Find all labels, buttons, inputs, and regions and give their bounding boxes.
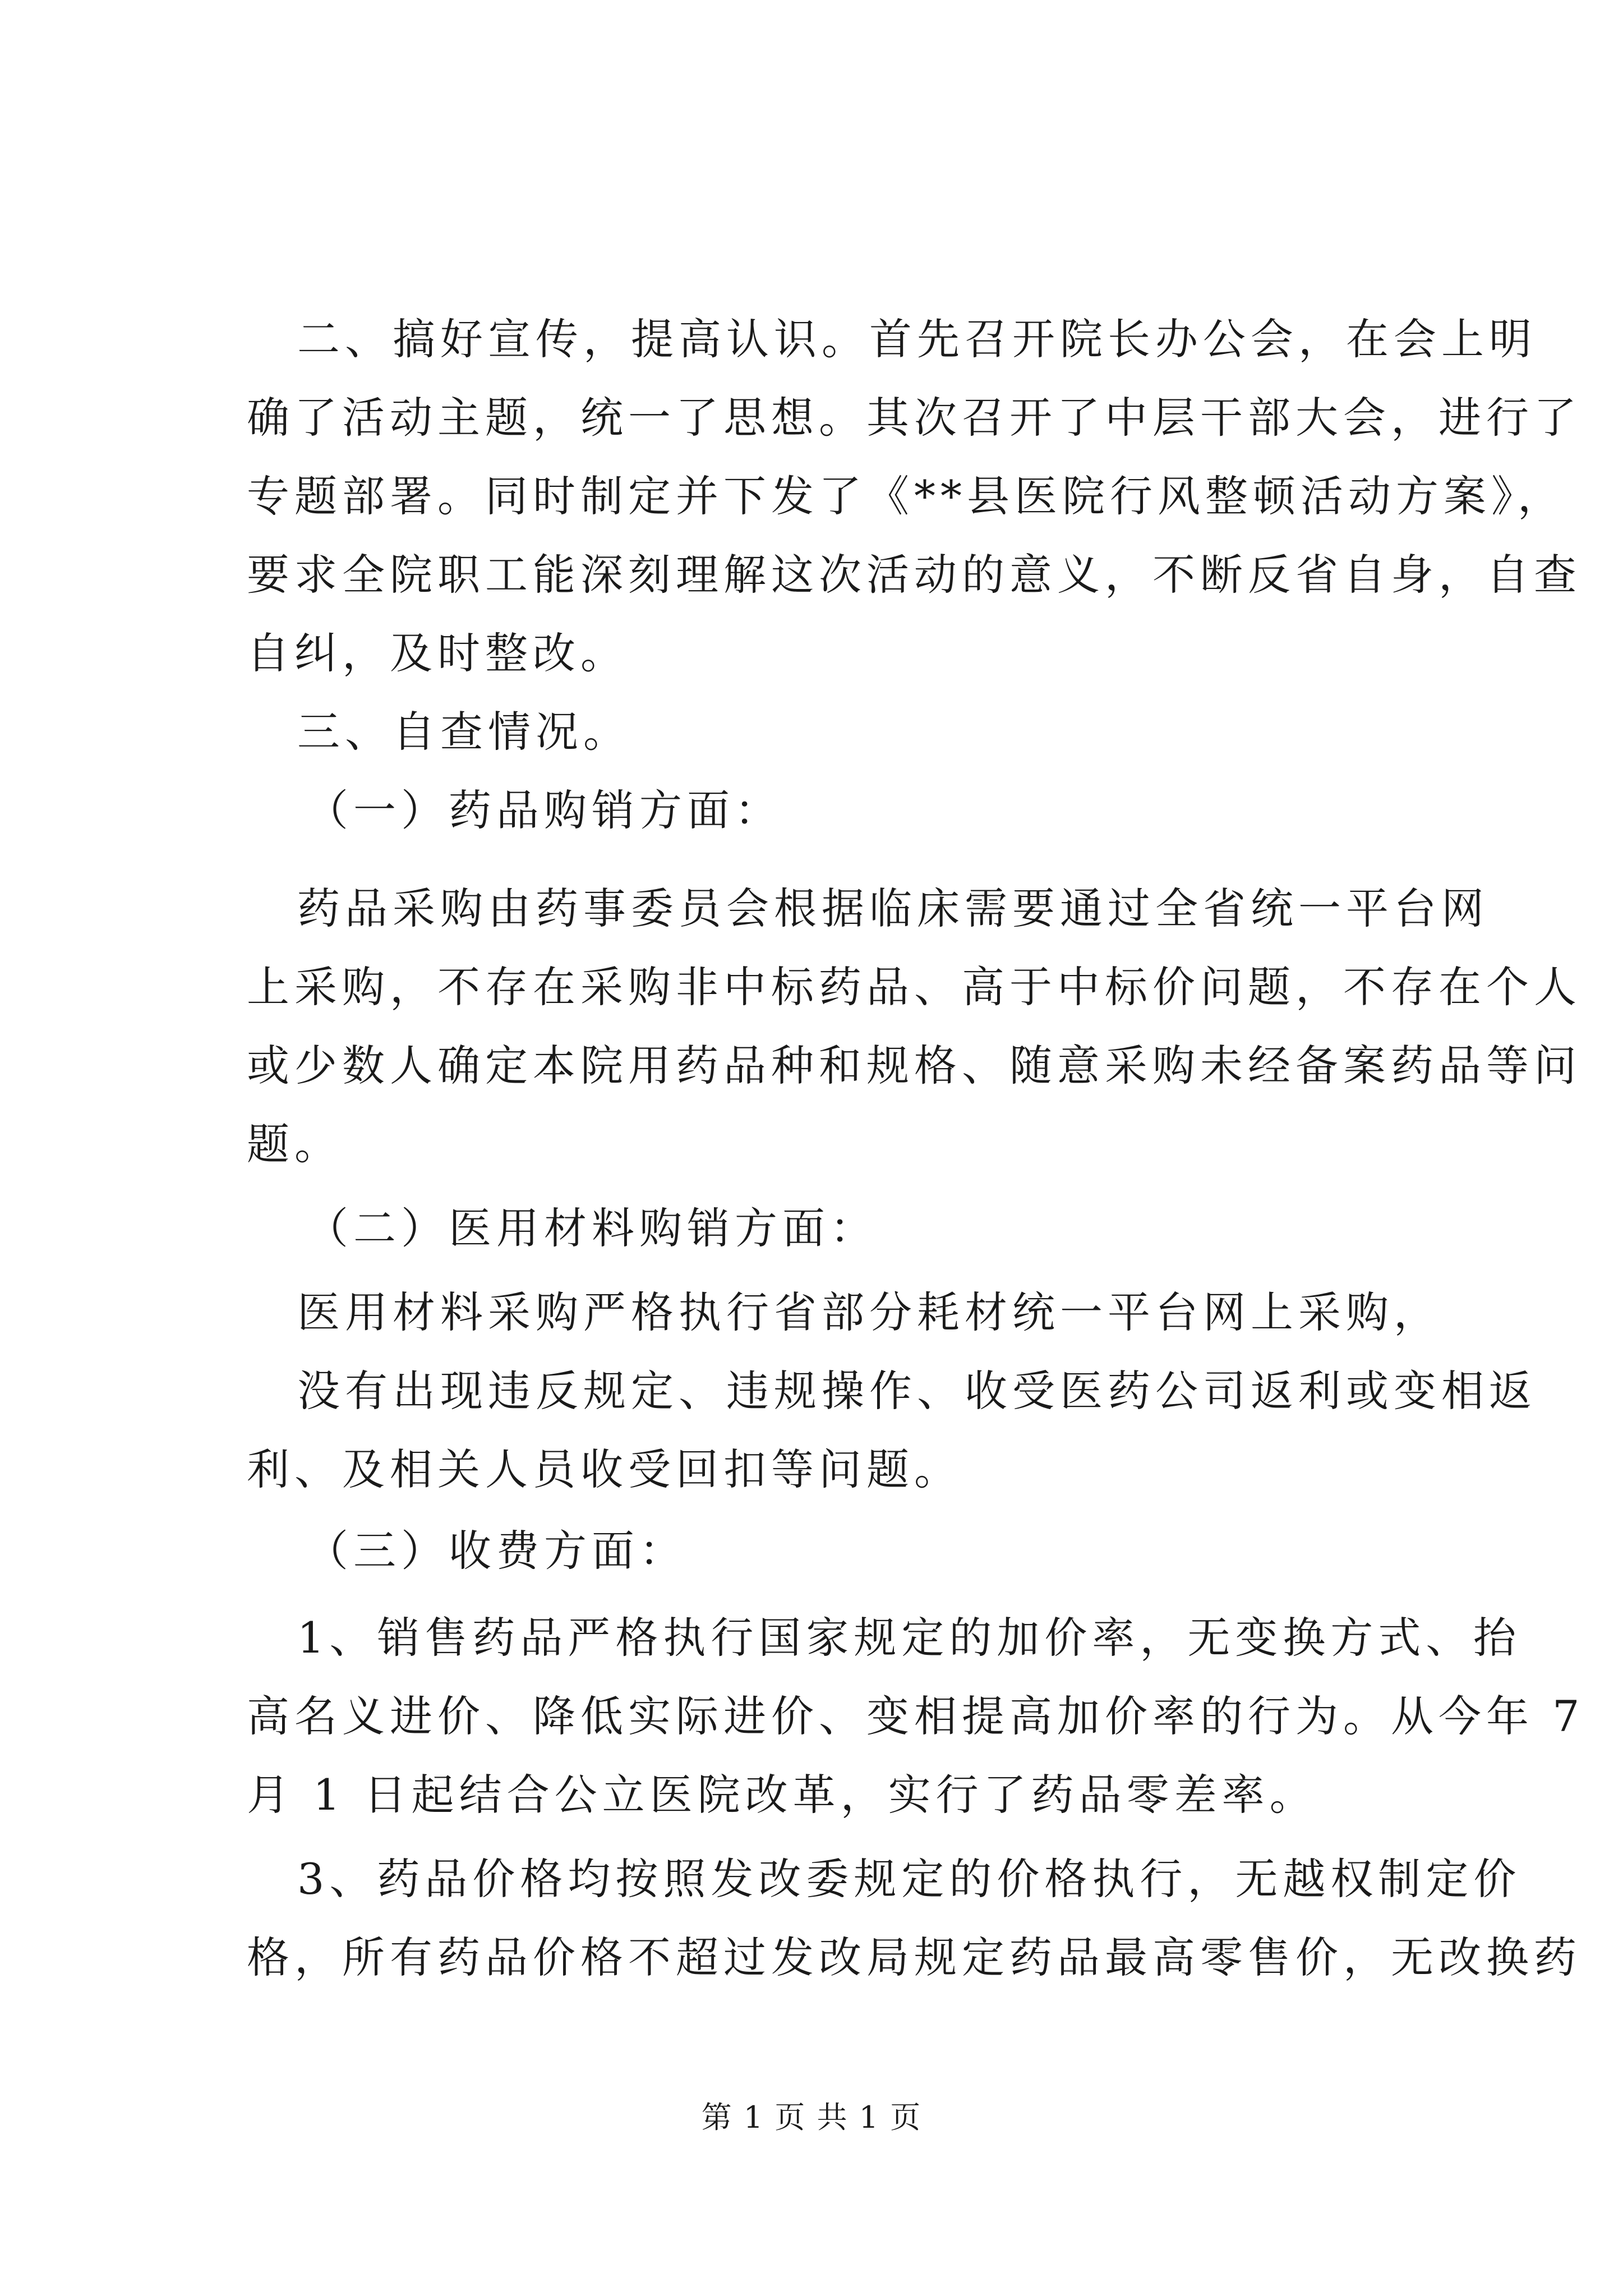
paragraph-line: 1、销售药品严格执行国家规定的加价率，无变换方式、抬 [297,1613,1521,1663]
paragraph-line: 3、药品价格均按照发改委规定的价格执行，无越权制定价 [297,1854,1521,1904]
paragraph-line: 或少数人确定本院用药品种和规格、随意采购未经备案药品等问 [247,1041,1581,1091]
subsection-heading: （二）医用材料购销方面： [306,1203,878,1253]
paragraph-line: 自纠，及时整改。 [247,628,628,678]
section-heading: 三、自查情况。 [297,707,631,757]
subsection-heading: （一）药品购销方面： [306,785,782,835]
paragraph-line: 高名义进价、降低实际进价、变相提高加价率的行为。从今年 7 [247,1691,1585,1741]
paragraph-line: 确了活动主题，统一了思想。其次召开了中层干部大会，进行了 [247,393,1581,443]
subsection-heading: （三）收费方面： [306,1526,687,1576]
paragraph-line: 专题部署。同时制定并下发了《**县医院行风整顿活动方案》， [247,471,1565,521]
paragraph-line: 药品采购由药事委员会根据临床需要通过全省统一平台网 [297,884,1489,933]
page-footer: 第 1 页 共 1 页 [701,2100,922,2135]
paragraph-line: 二、搞好宣传，提高认识。首先召开院长办公会，在会上明 [297,314,1537,364]
paragraph-line: 格，所有药品价格不超过发改局规定药品最高零售价，无改换药 [247,1932,1581,1982]
paragraph-line: 利、及相关人员收受回扣等问题。 [247,1444,962,1494]
paragraph-line: 医用材料采购严格执行省部分耗材统一平台网上采购， [297,1287,1441,1337]
paragraph-line: 没有出现违反规定、违规操作、收受医药公司返利或变相返 [297,1366,1537,1416]
paragraph-line: 题。 [247,1119,342,1169]
paragraph-line: 要求全院职工能深刻理解这次活动的意义，不断反省自身，自查 [247,550,1581,600]
paragraph-line: 上采购，不存在采购非中标药品、高于中标价问题，不存在个人 [247,962,1581,1012]
paragraph-line: 月 1 日起结合公立医院改革，实行了药品零差率。 [247,1770,1317,1820]
